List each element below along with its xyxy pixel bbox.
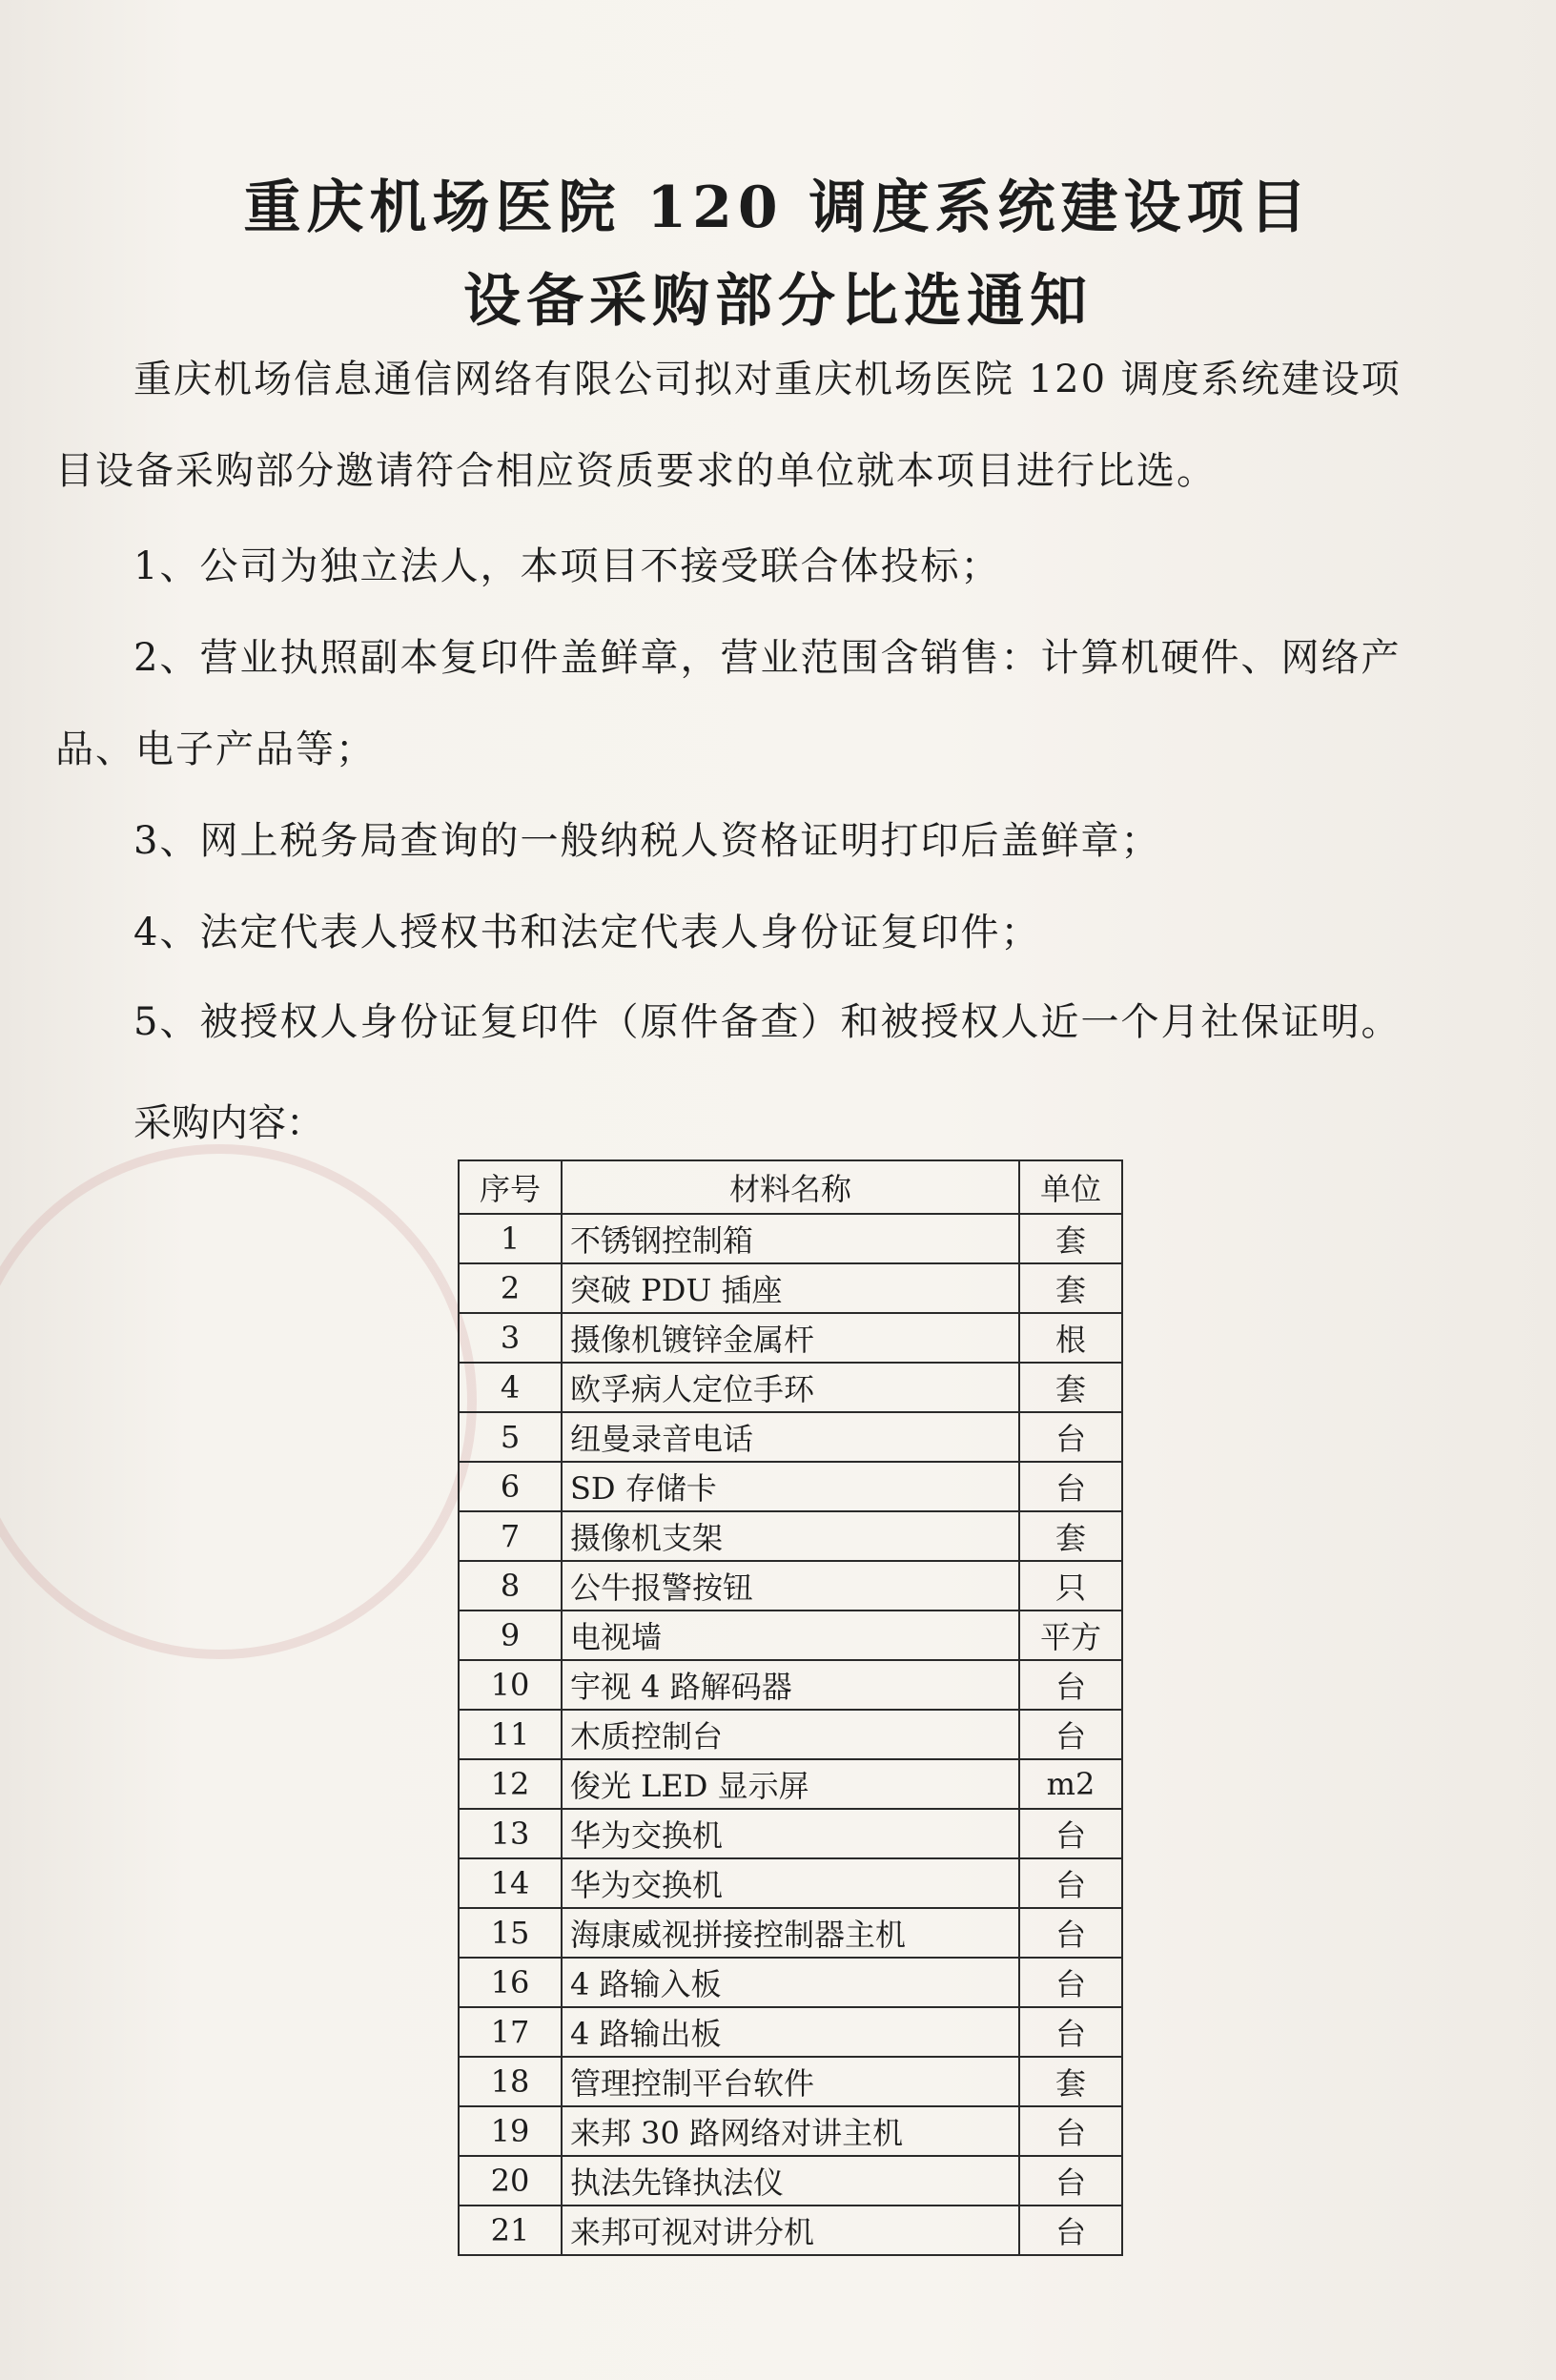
table-row [459, 1462, 1122, 1511]
cell-name: 管理控制平台软件 [562, 2057, 1019, 2106]
cell-no: 12 [459, 1759, 562, 1809]
cell-no: 20 [459, 2156, 562, 2206]
requirement-2-line2: 品、电子产品等； [55, 728, 376, 771]
cell-unit: 套 [1019, 1363, 1122, 1412]
cell-unit: 台 [1019, 2106, 1122, 2156]
cell-no: 16 [459, 1958, 562, 2007]
cell-no: 6 [459, 1462, 562, 1511]
cell-unit: 台 [1019, 1660, 1122, 1710]
cell-name: 华为交换机 [562, 1809, 1019, 1858]
header-name: 材料名称 [562, 1160, 1019, 1214]
cell-name: 执法先锋执法仪 [562, 2156, 1019, 2206]
requirement-4: 4、法定代表人授权书和法定代表人身份证复印件； [133, 911, 1041, 954]
cell-name: 俊光 LED 显示屏 [562, 1759, 1019, 1809]
cell-no: 10 [459, 1660, 562, 1710]
table-row [459, 1412, 1122, 1462]
cell-unit: 台 [1019, 2206, 1122, 2255]
table-row [459, 1710, 1122, 1759]
table-row [459, 1214, 1122, 1263]
procurement-items-table [458, 1159, 1123, 2256]
cell-name: 欧孚病人定位手环 [562, 1363, 1019, 1412]
table-row [459, 1809, 1122, 1858]
header-unit: 单位 [1019, 1160, 1122, 1214]
table-row [459, 1858, 1122, 1908]
cell-name: 来邦 30 路网络对讲主机 [562, 2106, 1019, 2156]
table-header-row [459, 1160, 1122, 1214]
cell-unit: 台 [1019, 1858, 1122, 1908]
cell-unit: 台 [1019, 1809, 1122, 1858]
table-row [459, 2106, 1122, 2156]
table-row [459, 1511, 1122, 1561]
table-row [459, 1759, 1122, 1809]
cell-name: 摄像机支架 [562, 1511, 1019, 1561]
table-row [459, 1313, 1122, 1363]
table-row [459, 1908, 1122, 1958]
cell-name: 4 路输入板 [562, 1958, 1019, 2007]
cell-name: 公牛报警按钮 [562, 1561, 1019, 1611]
cell-name: 宇视 4 路解码器 [562, 1660, 1019, 1710]
cell-name: 海康威视拼接控制器主机 [562, 1908, 1019, 1958]
table-row [459, 1660, 1122, 1710]
table-row [459, 1561, 1122, 1611]
cell-no: 11 [459, 1710, 562, 1759]
cell-unit: 根 [1019, 1313, 1122, 1363]
table-row [459, 1611, 1122, 1660]
cell-no: 15 [459, 1908, 562, 1958]
cell-no: 2 [459, 1263, 562, 1313]
cell-unit: 台 [1019, 1462, 1122, 1511]
cell-unit: 台 [1019, 1908, 1122, 1958]
table-body [459, 1214, 1122, 2255]
cell-unit: m2 [1019, 1759, 1122, 1809]
cell-unit: 台 [1019, 1710, 1122, 1759]
cell-no: 14 [459, 1858, 562, 1908]
table-row [459, 1363, 1122, 1412]
table-row [459, 2007, 1122, 2057]
cell-no: 1 [459, 1214, 562, 1263]
cell-no: 17 [459, 2007, 562, 2057]
document-title-line2: 设备采购部分比选通知 [463, 268, 1093, 335]
procurement-content-label: 采购内容： [133, 1101, 324, 1145]
requirement-3: 3、网上税务局查询的一般纳税人资格证明打印后盖鲜章； [133, 819, 1161, 863]
cell-unit: 台 [1019, 1958, 1122, 2007]
cell-unit: 套 [1019, 1511, 1122, 1561]
cell-no: 8 [459, 1561, 562, 1611]
document-title-line1: 重庆机场医院 120 调度系统建设项目 [243, 174, 1313, 241]
cell-unit: 台 [1019, 2156, 1122, 2206]
intro-line2: 目设备采购部分邀请符合相应资质要求的单位就本项目进行比选。 [55, 449, 1217, 493]
intro-line1: 重庆机场信息通信网络有限公司拟对重庆机场医院 120 调度系统建设项 [133, 358, 1402, 401]
table-row [459, 1958, 1122, 2007]
cell-name: SD 存储卡 [562, 1462, 1019, 1511]
cell-no: 4 [459, 1363, 562, 1412]
table-row [459, 2206, 1122, 2255]
cell-name: 木质控制台 [562, 1710, 1019, 1759]
cell-no: 5 [459, 1412, 562, 1462]
cell-name: 摄像机镀锌金属杆 [562, 1313, 1019, 1363]
cell-name: 华为交换机 [562, 1858, 1019, 1908]
cell-no: 13 [459, 1809, 562, 1858]
cell-no: 21 [459, 2206, 562, 2255]
table-row [459, 2156, 1122, 2206]
cell-unit: 只 [1019, 1561, 1122, 1611]
requirement-1: 1、公司为独立法人，本项目不接受联合体投标； [133, 544, 1001, 588]
cell-unit: 套 [1019, 1263, 1122, 1313]
cell-unit: 台 [1019, 1412, 1122, 1462]
table-row [459, 1263, 1122, 1313]
cell-unit: 套 [1019, 2057, 1122, 2106]
cell-no: 9 [459, 1611, 562, 1660]
cell-name: 不锈钢控制箱 [562, 1214, 1019, 1263]
faded-seal-stamp [0, 1144, 477, 1659]
requirement-5: 5、被授权人身份证复印件（原件备查）和被授权人近一个月社保证明。 [133, 1000, 1402, 1044]
cell-name: 纽曼录音电话 [562, 1412, 1019, 1462]
cell-no: 7 [459, 1511, 562, 1561]
cell-unit: 平方 [1019, 1611, 1122, 1660]
cell-unit: 套 [1019, 1214, 1122, 1263]
cell-name: 电视墙 [562, 1611, 1019, 1660]
requirement-2-line1: 2、营业执照副本复印件盖鲜章，营业范围含销售：计算机硬件、网络产 [133, 636, 1402, 680]
header-no: 序号 [459, 1160, 562, 1214]
cell-name: 突破 PDU 插座 [562, 1263, 1019, 1313]
cell-no: 18 [459, 2057, 562, 2106]
cell-name: 来邦可视对讲分机 [562, 2206, 1019, 2255]
cell-no: 3 [459, 1313, 562, 1363]
cell-unit: 台 [1019, 2007, 1122, 2057]
table-row [459, 2057, 1122, 2106]
cell-name: 4 路输出板 [562, 2007, 1019, 2057]
cell-no: 19 [459, 2106, 562, 2156]
